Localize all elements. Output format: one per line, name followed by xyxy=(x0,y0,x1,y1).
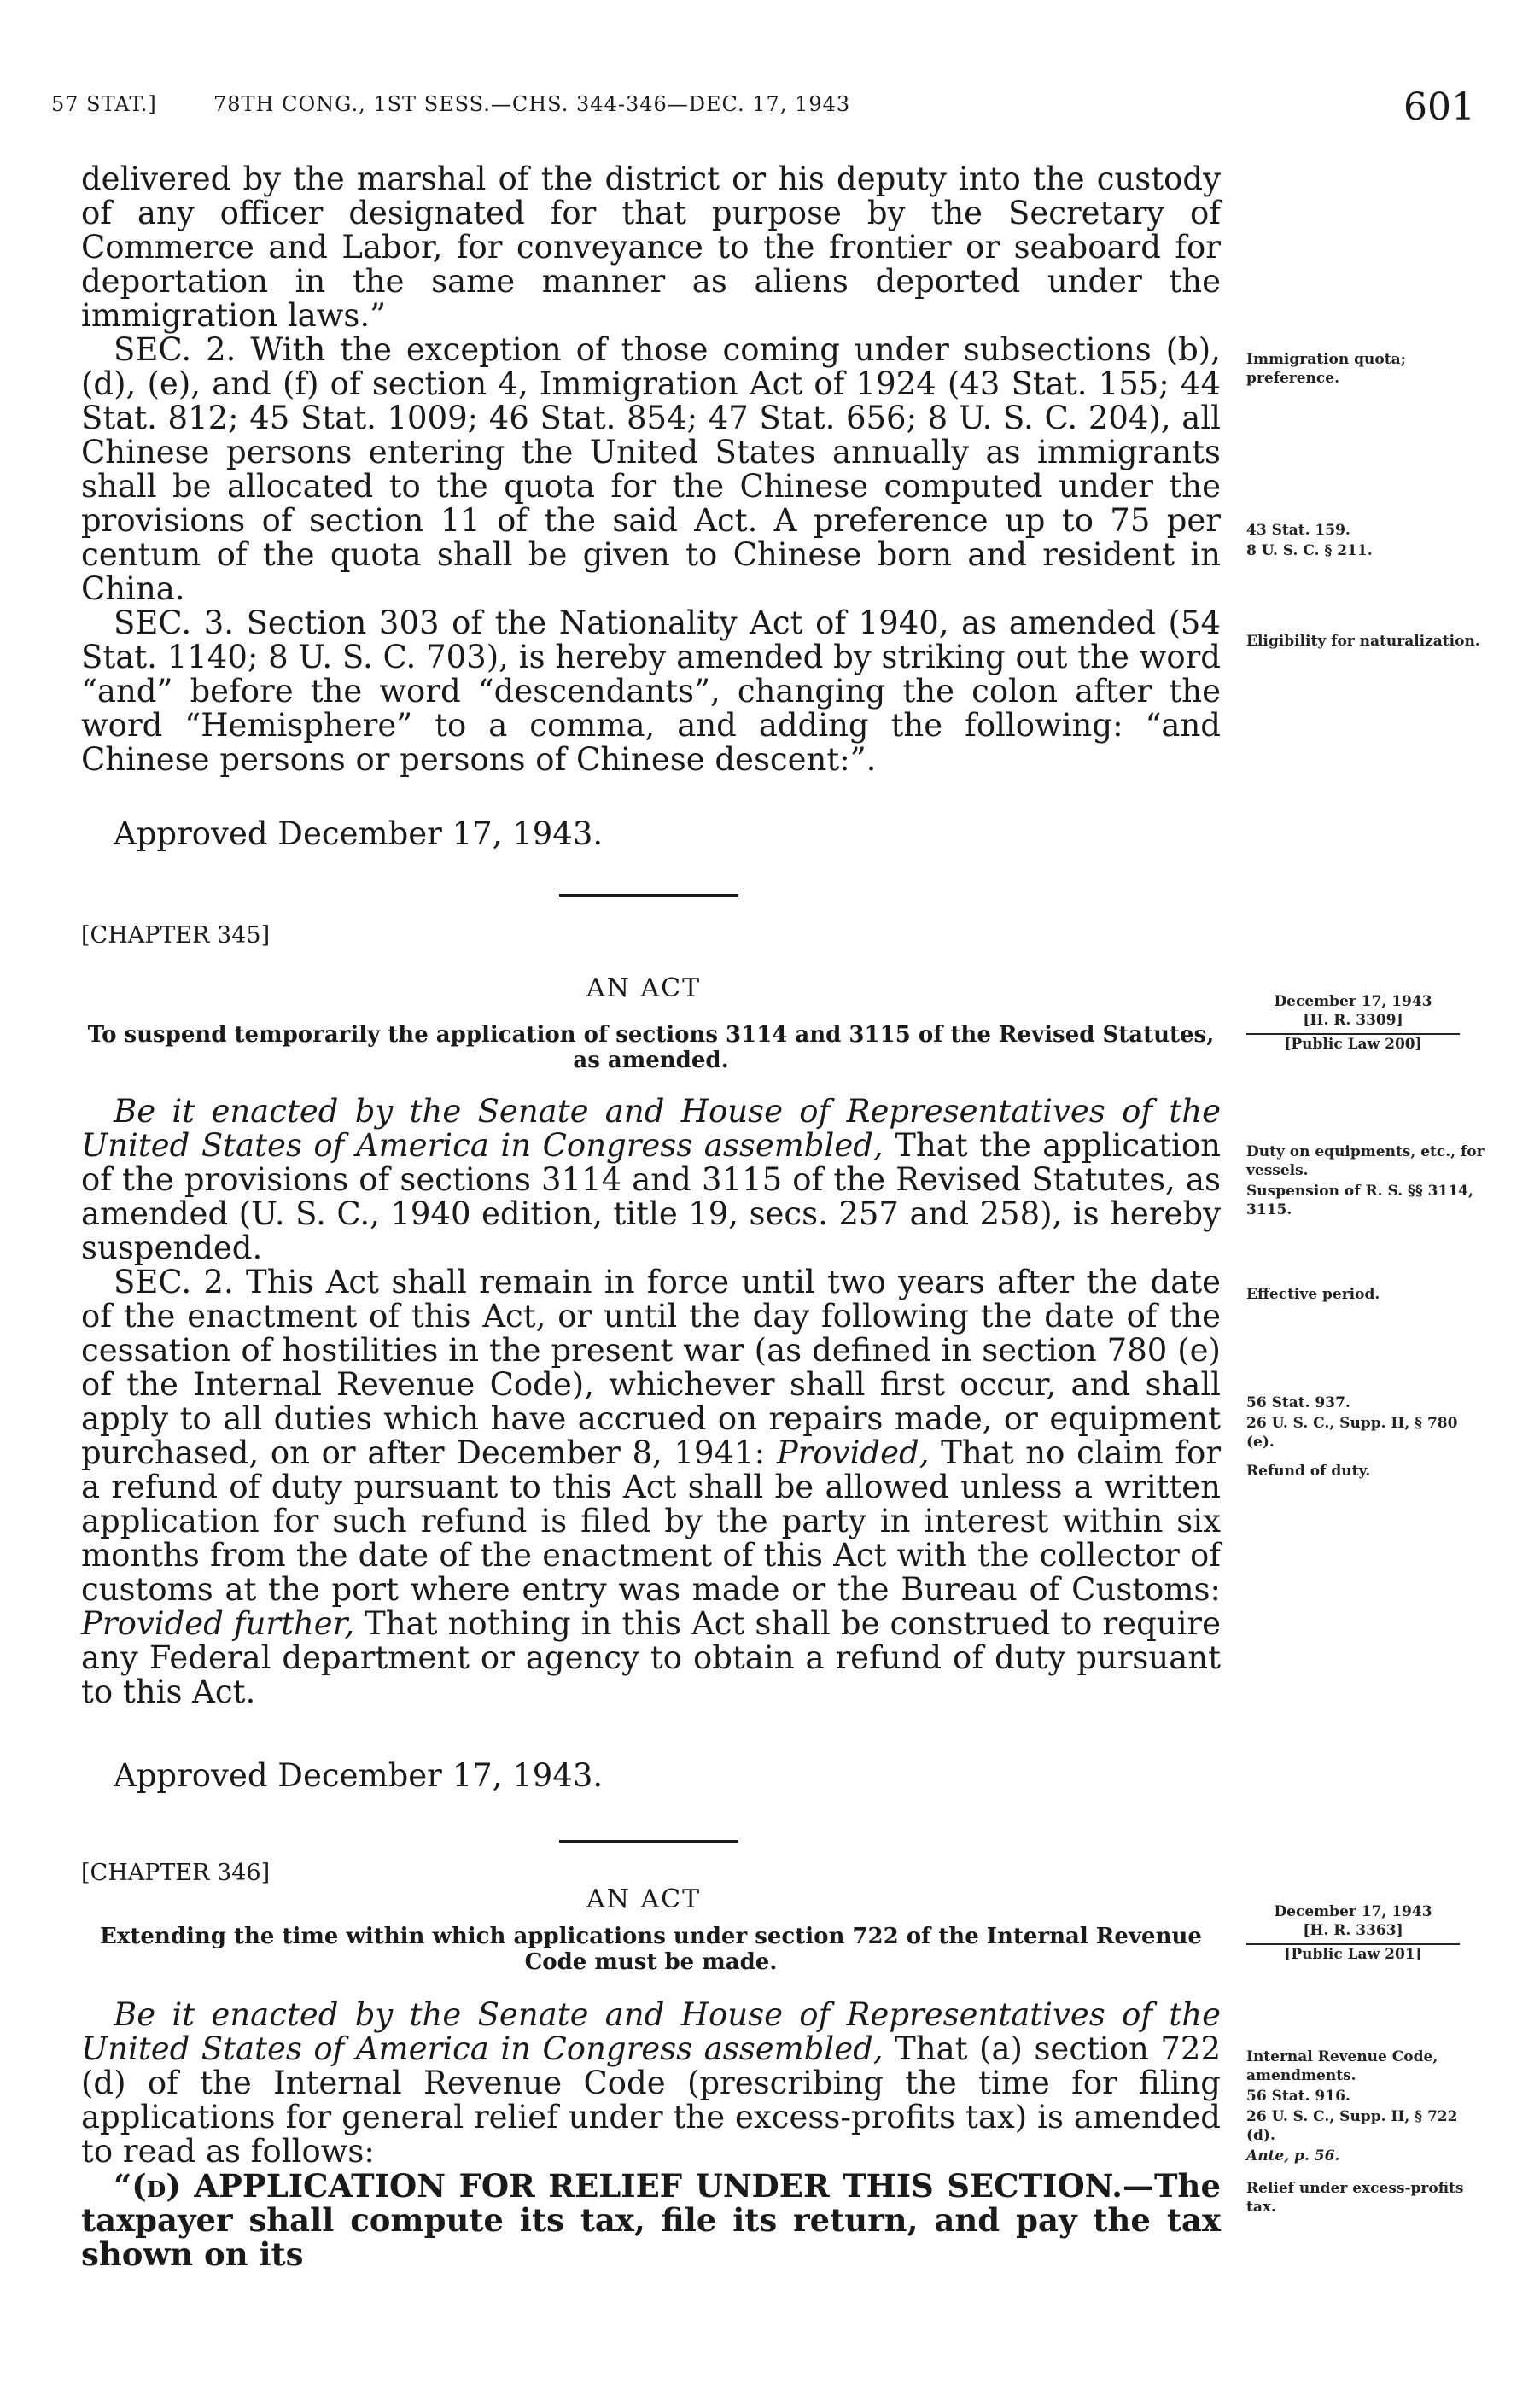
chapter-345-sec2-a: SEC. 2. This Act shall remain in force until two years after the date of the enactment of this Act, or until the day following the date of the cessation of hostilities in the present war (as defined in section 780 (e) of the Internal Revenue Code), whichever shall first occur, and shall apply to all duties which have accrued on repairs made, or equipment purchased, on or after December 8, 1941: xyxy=(81,1264,1221,1471)
sec3-paragraph: SEC. 3. Section 303 of the Nationality Act of 1940, as amended (54 Stat. 1140; 8 U. S. C. 703), is hereby amended by striking out the word “and” before the word “descendants”, changing the colon after the word “Hemisphere” to a comma, and adding the following: “and Chinese persons or persons of Chinese descent:”. xyxy=(81,605,1221,778)
section-divider xyxy=(559,894,738,897)
page-number: 601 xyxy=(1403,85,1475,129)
margin-note-stat-ref-2: 8 U. S. C. § 211. xyxy=(1246,542,1373,559)
margin-note-usc-supp: 26 U. S. C., Supp. II, § 780 (e). xyxy=(1246,1415,1458,1451)
chapter-346-date: December 17, 1943 xyxy=(1274,1903,1432,1920)
chapter-346-bill-box xyxy=(1246,1902,1460,1964)
chapter-346-subsection-d xyxy=(81,2169,1221,2271)
margin-note-suspension: Suspension of R. S. §§ 3114, 3115. xyxy=(1246,1183,1473,1218)
chapter-345-provided: Provided, xyxy=(776,1434,930,1471)
margin-note-ante: Ante, p. 56. xyxy=(1246,2147,1340,2164)
chapter-346-bill: [H. R. 3363] xyxy=(1246,1921,1460,1945)
chapter-345-bill-box xyxy=(1246,992,1460,1054)
margin-note-irc-amend: Internal Revenue Code, amendments. xyxy=(1246,2048,1438,2084)
chapter-345-provided-further: Provided further, xyxy=(81,1605,355,1642)
chapter-345-an-act: AN ACT xyxy=(586,973,702,1003)
margin-note-stat-ref-1: 43 Stat. 159. xyxy=(1246,522,1350,539)
chapter-346-body xyxy=(81,1998,1221,2271)
chapter-345-enacting-italic: Be it enacted by the Senate and House of Representatives of the United States of America in Congress assembled, xyxy=(81,1093,1221,1164)
chapter-346-subsection-d-label: “(d) APPLICATION FOR RELIEF UNDER THIS SECTION.— xyxy=(114,2167,1155,2205)
chapter-345-label: [CHAPTER 345] xyxy=(81,922,271,949)
chapter-346-subsection-d-text: The taxpayer shall compute its tax, file its return, and pay the tax shown on its xyxy=(81,2167,1221,2273)
margin-note-effective-period: Effective period. xyxy=(1246,1286,1380,1303)
chapter-345-enacting-rest: That the application of the provisions of sections 3114 and 3115 of the Revised Statutes, as amended (U. S. C., 1940 edition, title 19, secs. 257 and 258), is hereby suspended. xyxy=(81,1127,1221,1266)
section-divider-2 xyxy=(559,1840,738,1843)
chapter-345-bill: [H. R. 3309] xyxy=(1246,1011,1460,1035)
chapter-345-sec2-c: That nothing in this Act shall be construed to require any Federal department or agency to obtain a refund of duty pursuant to this Act. xyxy=(81,1605,1221,1710)
chapter-346-title: Extending the time within which applications under section 722 of the Internal Revenue Code must be made. xyxy=(100,1924,1202,1975)
chapter-346-enacting-italic: Be it enacted by the Senate and House of Representatives of the United States of America in Congress assembled, xyxy=(81,1996,1221,2067)
chapter-345-body xyxy=(81,1095,1221,1709)
chapter-346-public-law: [Public Law 201] xyxy=(1284,1946,1422,1963)
chapter-346-enacting-clause xyxy=(81,1998,1221,2169)
margin-note-duty: Duty on equipments, etc., for vessels. xyxy=(1246,1143,1485,1179)
header-congress-line: 78TH CONG., 1ST SESS.—CHS. 344-346—DEC. 17, 1943 xyxy=(213,92,851,116)
chapter-345-sec2-paragraph xyxy=(81,1265,1221,1709)
continuation-paragraph: delivered by the marshal of the district or his deputy into the custody of any officer designated for that purpose by the Secretary of Commerce and Labor, for conveyance to the frontier or seaboard for deportation in the same manner as aliens deported under the immigration laws.” xyxy=(81,161,1221,334)
chapter-345-sec2-b: That no claim for a refund of duty pursuant to this Act shall be allowed unless a written application for such refund is filed by the party in interest within six months from the date of the enactment of this Act with the collector of customs at the port where entry was made or the Bureau of Customs: xyxy=(81,1434,1222,1608)
margin-note-stat-937: 56 Stat. 937. xyxy=(1246,1394,1350,1411)
margin-note-relief: Relief under excess-profits tax. xyxy=(1246,2180,1464,2216)
chapter-345-public-law: [Public Law 200] xyxy=(1284,1036,1422,1053)
chapter-346-enacting-rest: That (a) section 722 (d) of the Internal Revenue Code (prescribing the time for filing applications for general relief under the excess-profits tax) is amended to read as follows: xyxy=(81,2030,1221,2170)
margin-note-refund-of-duty: Refund of duty. xyxy=(1246,1463,1371,1480)
section-a-body xyxy=(81,162,1221,777)
header-citation: 57 STAT.] xyxy=(51,92,157,116)
approved-line-2: Approved December 17, 1943. xyxy=(114,1757,604,1794)
chapter-345-enacting-clause xyxy=(81,1095,1221,1265)
approved-line-1: Approved December 17, 1943. xyxy=(114,815,604,852)
margin-note-eligibility: Eligibility for naturalization. xyxy=(1246,633,1480,650)
chapter-345-date: December 17, 1943 xyxy=(1274,993,1432,1010)
chapter-345-title: To suspend temporarily the application of sections 3114 and 3115 of the Revised Statutes, as amended. xyxy=(87,1022,1215,1073)
sec2-paragraph: SEC. 2. With the exception of those coming under subsections (b), (d), (e), and (f) of section 4, Immigration Act of 1924 (43 Stat. 155; 44 Stat. 812; 45 Stat. 1009; 46 Stat. 854; 47 Stat. 656; 8 U. S. C. 204), all Chinese persons entering the United States annually as immigrants shall be allocated to the quota for the Chinese computed under the provisions of section 11 of the said Act. A preference up to 75 per centum of the quota shall be given to Chinese born and resident in China. xyxy=(81,331,1221,607)
chapter-346-label: [CHAPTER 346] xyxy=(81,1860,271,1886)
margin-note-immigration-quota: Immigration quota; preference. xyxy=(1246,351,1406,387)
margin-note-usc-supp-2: 26 U. S. C., Supp. II, § 722 (d). xyxy=(1246,2108,1458,2144)
margin-note-stat-916: 56 Stat. 916. xyxy=(1246,2088,1350,2105)
chapter-346-an-act: AN ACT xyxy=(586,1884,702,1914)
